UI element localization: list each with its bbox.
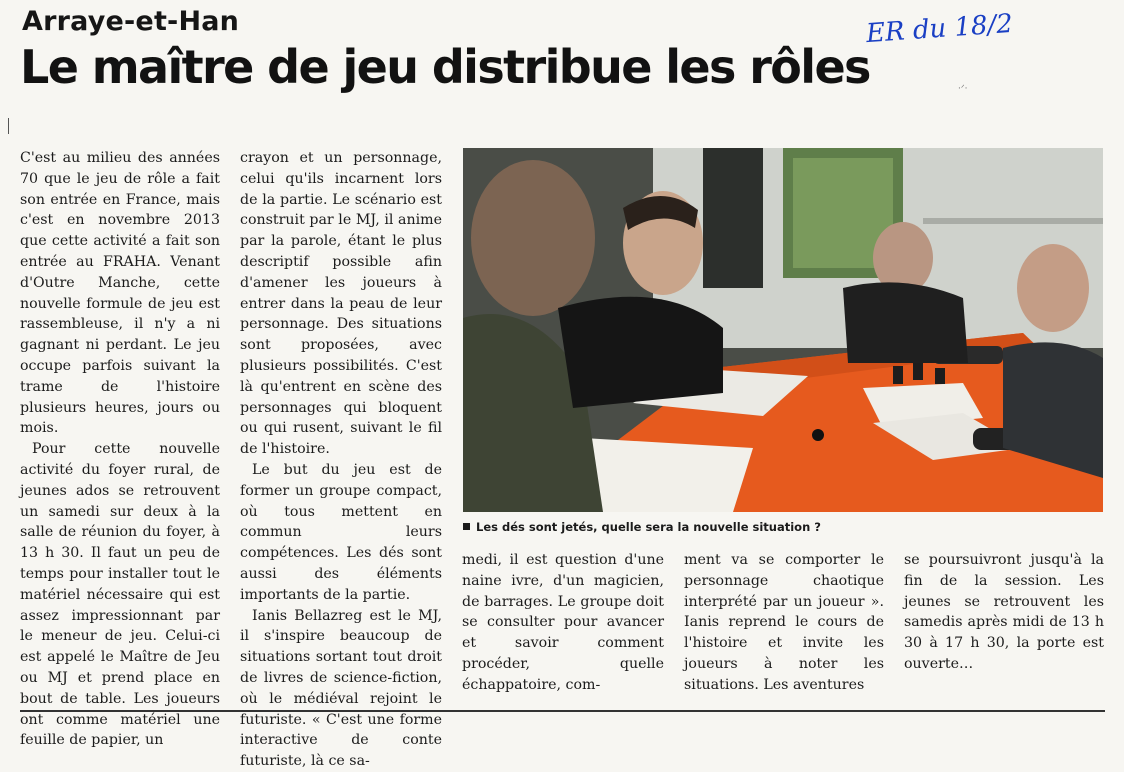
- bottom-rule: [20, 710, 1105, 712]
- paragraph: Le but du jeu est de former un groupe compact, où tous mettent en commun leurs compétences. Les dés sont aussi des éléments importants de la partie.: [240, 461, 442, 603]
- paragraph: Ianis Bellazreg est le MJ, il s'inspire beaucoup de situations sortant tout droit de livres de science-fiction, où le médiéval rejoint le futuriste. « C'est une forme interactive de conte futuriste, là ce sa-: [240, 607, 442, 770]
- text-column-2: [240, 148, 442, 772]
- text-column-4: [684, 550, 884, 696]
- paragraph: crayon et un personnage, celui qu'ils incarnent lors de la partie. Le scénario est construit par le MJ, il anime par la parole, étant le plus descriptif possible afin d'amener les joueurs à entrer dans la peau de leur personnage. Des situations sont proposées, avec plusieurs possibilités. C'est là qu'entrent en scène des personnages qui bloquent ou qui rusent, suivant le fil de l'histoire.: [240, 150, 442, 458]
- margin-mark: [8, 118, 9, 134]
- text-column-1: [20, 148, 220, 751]
- article-headline: Le maître de jeu distribue les rôles: [20, 40, 870, 94]
- kicker-location: Arraye-et-Han: [22, 6, 240, 37]
- text-column-5: [904, 550, 1104, 675]
- article-photo: [463, 148, 1103, 512]
- paragraph: Pour cette nouvelle activité du foyer rural, de jeunes ados se retrouvent un samedi sur deux à la salle de réunion du foyer, à 13 h 30. Il faut un peu de temps pour installer tout le matériel nécessaire qui est assez impressionnant par le meneur de jeu. Celui-ci est appelé le Maître de Jeu ou MJ et prend place en bout de table. Les joueurs ont comme matériel une feuille de papier, un: [20, 441, 220, 749]
- paragraph: C'est au milieu des années 70 que le jeu de rôle a fait son entrée en France, mais c'est en novembre 2013 que cette activité a fait son entrée au FRAHA. Venant d'Outre Manche, cette nouvelle formule de jeu est rassembleuse, il n'y a ni gagnant ni perdant. Le jeu occupe parfois suivant la trame de l'histoire plusieurs heures, jours ou mois.: [20, 150, 220, 437]
- text-column-3: [462, 550, 664, 696]
- caption-text: Les dés sont jetés, quelle sera la nouvelle situation ?: [476, 520, 821, 534]
- scan-speck: ·ᐟ·: [958, 84, 968, 94]
- paragraph: se poursuivront jusqu'à la fin de la session. Les jeunes se retrouvent les samedis après midi de 13 h 30 à 17 h 30, la porte est ouverte…: [904, 552, 1104, 672]
- photo-illustration: [463, 148, 1103, 512]
- caption-bullet-icon: [463, 523, 470, 530]
- handwritten-note: ER du 18/2: [865, 8, 1014, 50]
- photo-caption: [463, 520, 1103, 534]
- paragraph: ment va se comporter le personnage chaotique interprété par un joueur ». Ianis reprend le cours de l'histoire et invite les joueurs à noter les situations. Les aventures: [684, 552, 884, 693]
- paragraph: medi, il est question d'une naine ivre, d'un magicien, de barrages. Le groupe doit se consulter pour avancer et savoir comment procéder, quelle échappatoire, com-: [462, 552, 664, 693]
